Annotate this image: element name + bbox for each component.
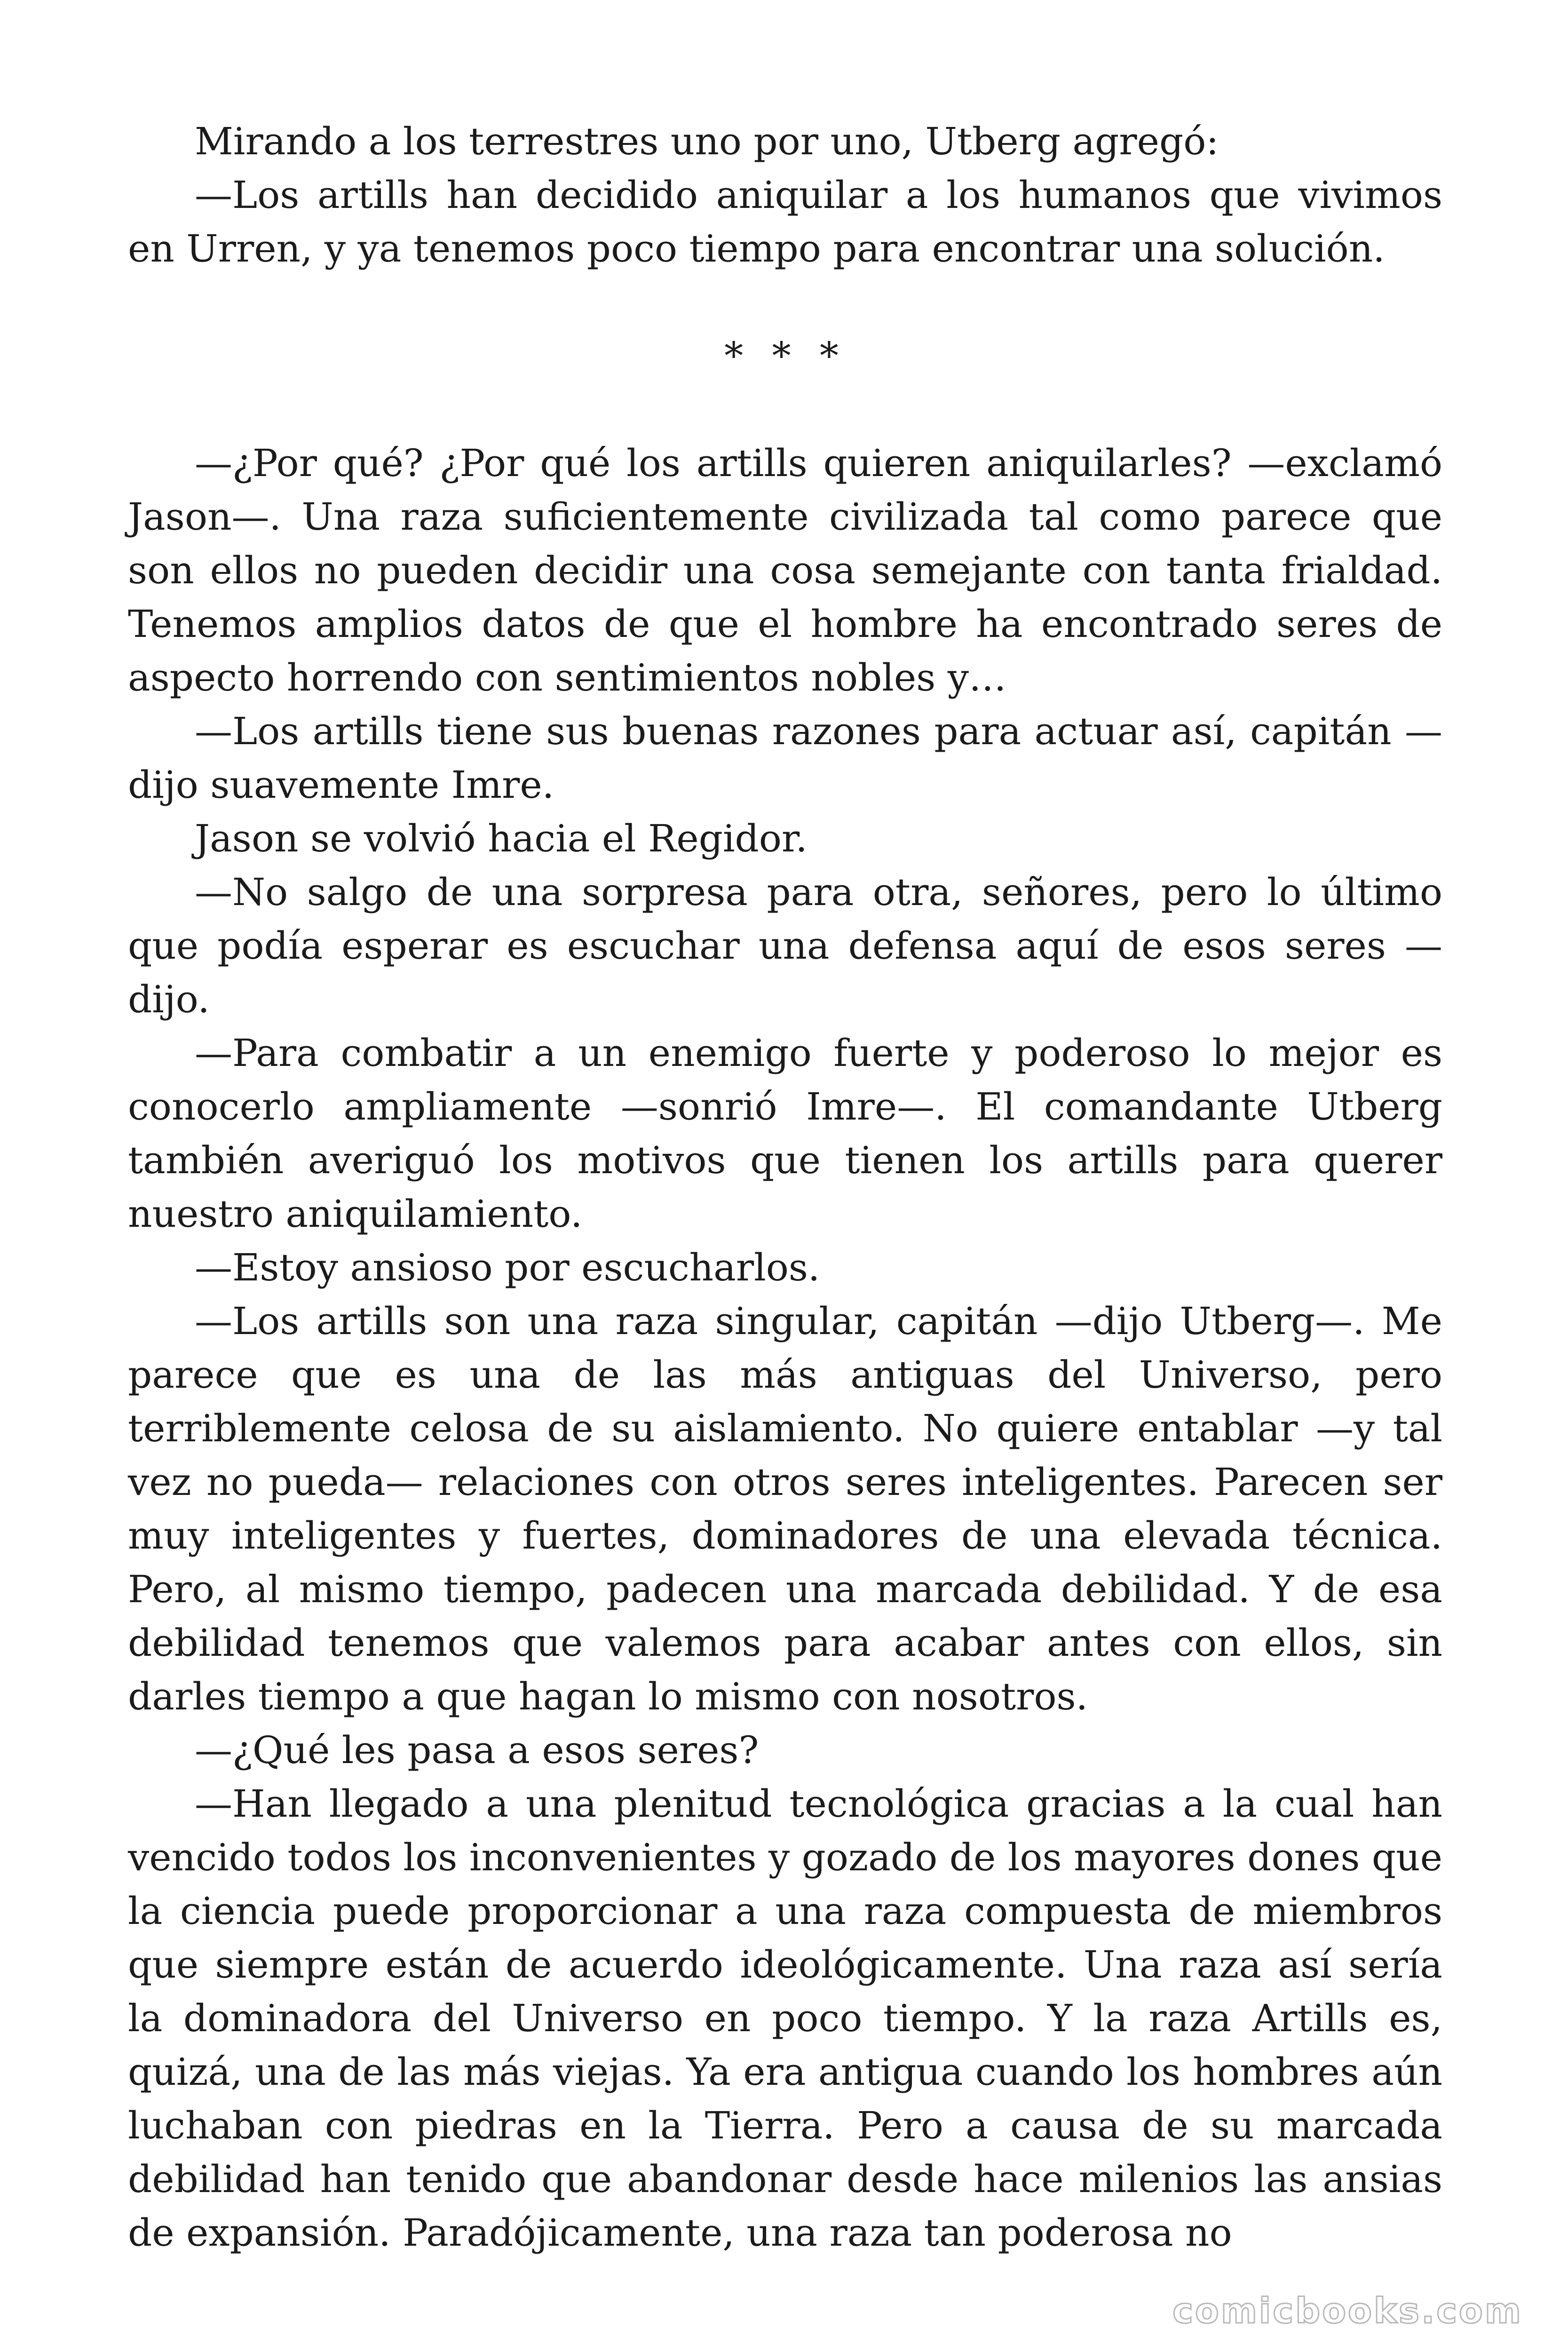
paragraph: —Estoy ansioso por escucharlos. <box>195 1246 820 1289</box>
paragraph: —¿Por qué? ¿Por qué los artills quieren aniquilarles? —exclamó Jason—. Una raza suficientemente civilizada tal como parece que son ellos no pueden decidir una cosa semejante con tanta frialdad. Tenemos amplios datos de que el hombre ha encontrado seres de aspecto horrendo con sentimientos nobles y… <box>128 441 1442 699</box>
section-break: * * * <box>724 334 847 378</box>
paragraph: —Han llegado a una plenitud tecnológica gracias a la cual han vencido todos los inconvenientes y gozado de los mayores dones que la ciencia puede proporcionar a una raza compuesta de miembros que siempre están de acuerdo ideológicamente. Una raza así sería la dominadora del Universo en poco tiempo. Y la raza Artills es, quizá, una de las más viejas. Ya era antigua cuando los hombres aún luchaban con piedras en la Tierra. Pero a causa de su marcada debilidad han tenido que abandonar desde hace milenios las ansias de expansión. Paradójicamente, una raza tan poderosa no <box>128 1782 1442 2255</box>
paragraph: —Para combatir a un enemigo fuerte y poderoso lo mejor es conocerlo ampliamente —sonrió Imre—. El comandante Utberg también averiguó los motivos que tienen los artills para querer nuestro aniquilamiento. <box>128 1031 1442 1236</box>
paragraph: —Los artills tiene sus buenas razones para actuar así, capitán —dijo suavemente Imre. <box>128 709 1442 807</box>
paragraph: Jason se volvió hacia el Regidor. <box>195 817 808 860</box>
book-page <box>128 115 1442 2260</box>
paragraph: —Los artills son una raza singular, capitán —dijo Utberg—. Me parece que es una de las más antiguas del Universo, pero terriblemente celosa de su aislamiento. No quiere entablar —y tal vez no pueda— relaciones con otros seres inteligentes. Parecen ser muy inteligentes y fuertes, dominadores de una elevada técnica. Pero, al mismo tiempo, padecen una marcada debilidad. Y de esa debilidad tenemos que valemos para acabar antes con ellos, sin darles tiempo a que hagan lo mismo con nosotros. <box>128 1299 1442 1718</box>
paragraph: —No salgo de una sorpresa para otra, señores, pero lo último que podía esperar es escuchar una defensa aquí de esos seres —dijo. <box>128 870 1442 1021</box>
watermark: comicbooks.com <box>1172 2291 1523 2331</box>
paragraph: —Los artills han decidido aniquilar a los humanos que vivimos en Urren, y ya tenemos poco tiempo para encontrar una solución. <box>128 173 1442 270</box>
paragraph: —¿Qué les pasa a esos seres? <box>195 1728 759 1772</box>
paragraph: Mirando a los terrestres uno por uno, Utberg agregó: <box>195 119 1219 163</box>
